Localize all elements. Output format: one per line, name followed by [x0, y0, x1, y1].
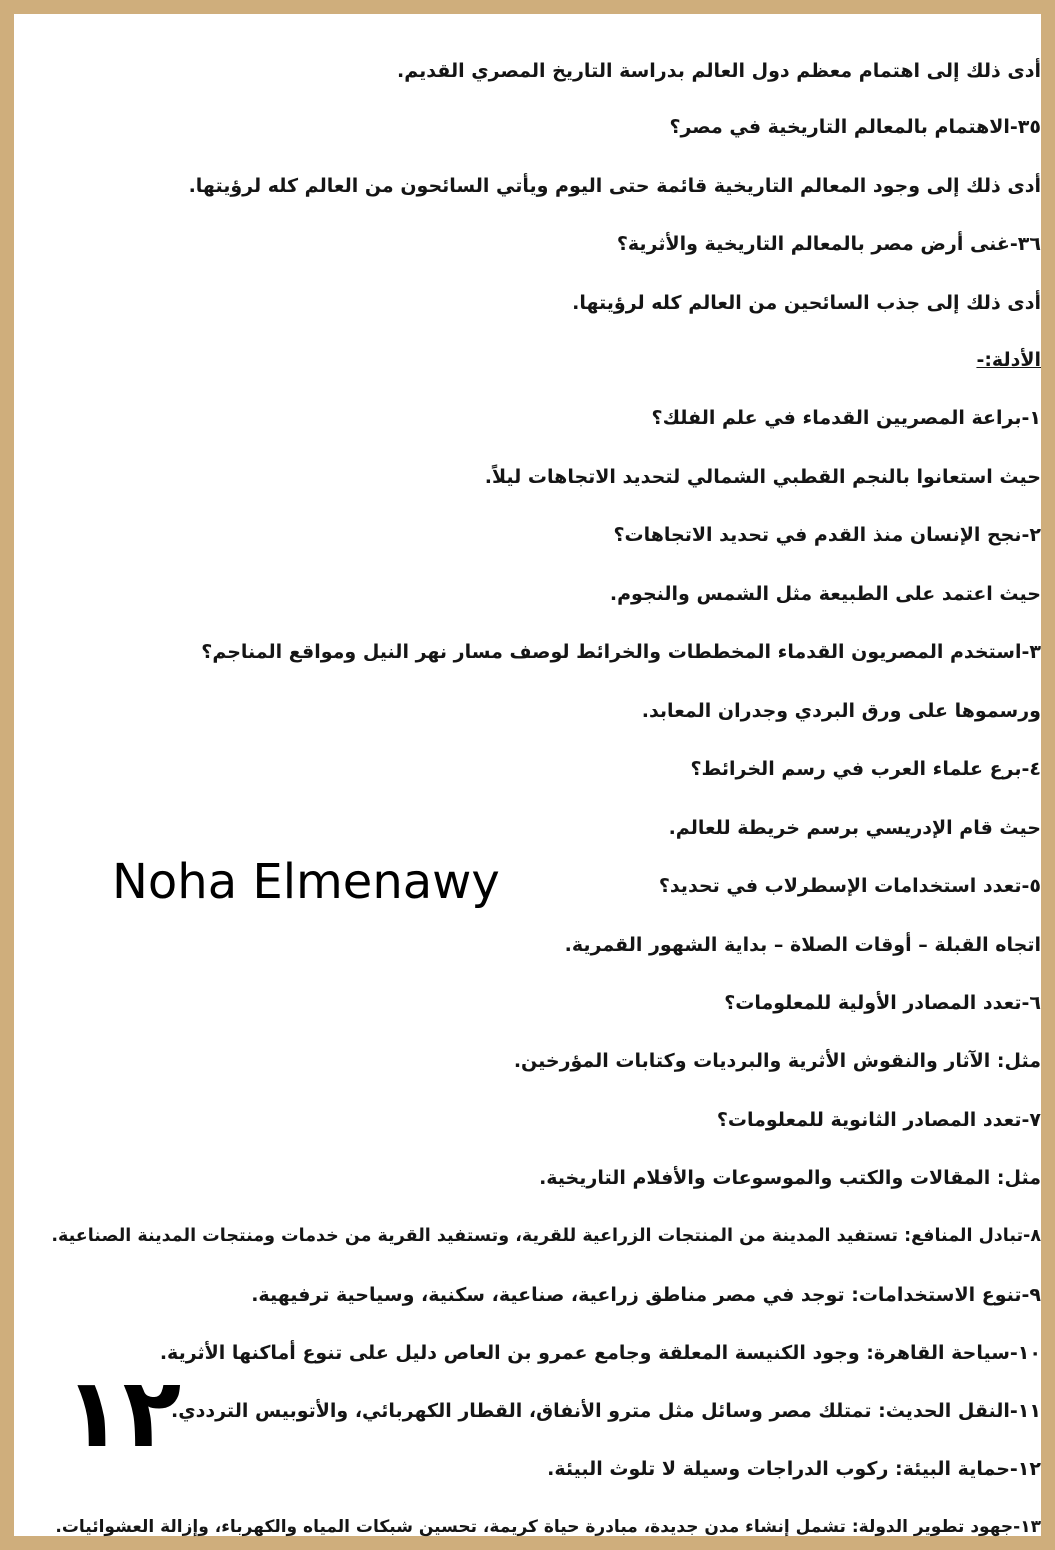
- text-line: ورسموها على ورق البردي وجدران المعابد.: [641, 700, 1041, 722]
- text-line: أدى ذلك إلى جذب السائحين من العالم كله لرؤيتها.: [572, 292, 1041, 314]
- document-page: [28, 28, 1055, 1550]
- section-heading: الأدلة:-: [976, 349, 1041, 371]
- question-line: ٥-تعدد استخدامات الإسطرلاب في تحديد؟: [658, 875, 1041, 897]
- question-line: ٣٦-غنى أرض مصر بالمعالم التاريخية والأثرية؟: [616, 233, 1041, 255]
- question-line: ٦-تعدد المصادر الأولية للمعلومات؟: [724, 992, 1041, 1014]
- text-line: حيث استعانوا بالنجم القطبي الشمالي لتحديد الاتجاهات ليلاً.: [484, 466, 1041, 488]
- question-line: ٤-برع علماء العرب في رسم الخرائط؟: [690, 758, 1041, 780]
- question-line: ٣٥-الاهتمام بالمعالم التاريخية في مصر؟: [669, 116, 1041, 138]
- question-line: ٢-نجح الإنسان منذ القدم في تحديد الاتجاهات؟: [613, 524, 1041, 546]
- text-line: أدى ذلك إلى اهتمام معظم دول العالم بدراسة التاريخ المصري القديم.: [397, 60, 1041, 82]
- page-number: ١٢: [64, 1357, 182, 1469]
- text-line: حيث قام الإدريسي برسم خريطة للعالم.: [668, 817, 1041, 839]
- text-line: ٨-تبادل المنافع: تستفيد المدينة من المنتجات الزراعية للقرية، وتستفيد القرية من خدمات ومنتجات المدينة الصناعية.: [51, 1226, 1041, 1246]
- text-line: اتجاه القبلة – أوقات الصلاة – بداية الشهور القمرية.: [564, 934, 1041, 956]
- author-watermark: Noha Elmenawy: [112, 854, 500, 910]
- text-line: ١٠-سياحة القاهرة: وجود الكنيسة المعلقة وجامع عمرو بن العاص دليل على تنوع أماكنها الأثرية.: [159, 1342, 1041, 1364]
- text-line: مثل: المقالات والكتب والموسوعات والأفلام التاريخية.: [539, 1167, 1041, 1189]
- text-line: مثل: الآثار والنقوش الأثرية والبرديات وكتابات المؤرخين.: [513, 1050, 1041, 1072]
- text-line: أدى ذلك إلى وجود المعالم التاريخية قائمة حتى اليوم ويأتي السائحون من العالم كله لرؤيتها.: [188, 175, 1041, 197]
- text-line: ١٢-حماية البيئة: ركوب الدراجات وسيلة لا تلوث البيئة.: [547, 1458, 1041, 1480]
- text-line: حيث اعتمد على الطبيعة مثل الشمس والنجوم.: [609, 583, 1041, 605]
- question-line: ٧-تعدد المصادر الثانوية للمعلومات؟: [716, 1109, 1041, 1131]
- text-line: ١٣-جهود تطوير الدولة: تشمل إنشاء مدن جديدة، مبادرة حياة كريمة، تحسين شبكات المياه والكهرباء، وإزالة العشوائيات.: [55, 1517, 1041, 1537]
- text-line: ١١-النقل الحديث: تمتلك مصر وسائل مثل مترو الأنفاق، القطار الكهربائي، والأتوبيس الترددي.: [170, 1400, 1041, 1422]
- question-line: ٣-استخدم المصريون القدماء المخططات والخرائط لوصف مسار نهر النيل ومواقع المناجم؟: [201, 641, 1041, 663]
- text-line: ٩-تنوع الاستخدامات: توجد في مصر مناطق زراعية، صناعية، سكنية، وسياحية ترفيهية.: [251, 1284, 1041, 1306]
- question-line: ١-براعة المصريين القدماء في علم الفلك؟: [651, 407, 1041, 429]
